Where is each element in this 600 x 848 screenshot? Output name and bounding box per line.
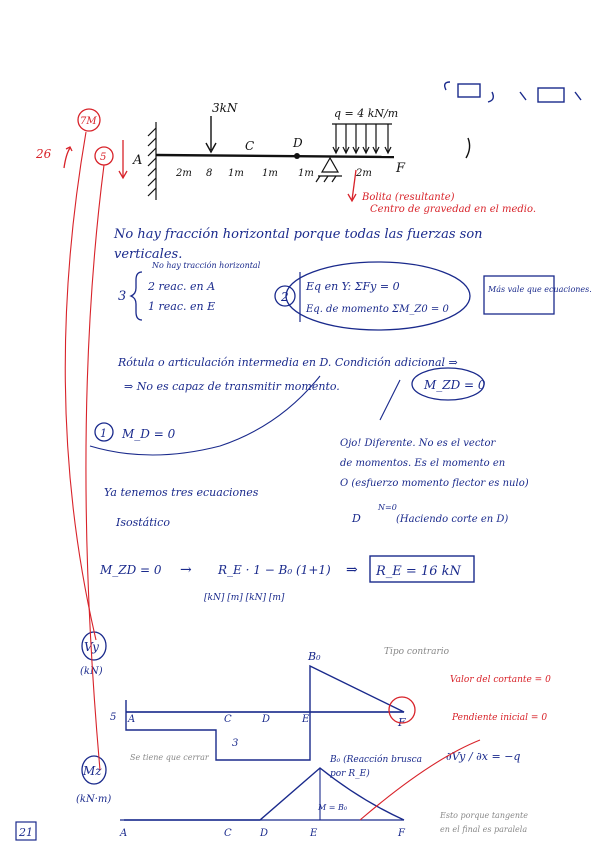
moment-diagram: [16, 754, 528, 840]
brace-number: 3: [118, 289, 127, 304]
text-n0: N=0: [378, 503, 397, 512]
vy-se-tiene: Se tiene que cerrar: [130, 753, 209, 762]
dim-4: 1m: [262, 168, 278, 179]
vy-val-3: 3: [232, 738, 239, 749]
reasoning-text: [90, 227, 592, 603]
node-D: D: [293, 136, 303, 150]
text-units: [kN] [m] [kN] [m]: [204, 593, 285, 603]
beam-line: [156, 155, 394, 157]
text-d: D: [352, 512, 361, 525]
mz-node-D: D: [260, 828, 269, 839]
reaction-moment-label: 7M: [80, 116, 97, 127]
dim-5: 1m: [298, 168, 314, 179]
text-no-fraccion: No hay fracción horizontal porque todas las fuerzas son: [114, 227, 483, 242]
vy-derivative: ∂Vy / ∂x = −q: [446, 750, 521, 763]
shear-diagram: [80, 632, 551, 763]
reaction-moment-value: 26: [36, 147, 52, 161]
vy-val-5: 5: [110, 712, 117, 723]
mz-m-bo: M = B₀: [318, 803, 348, 812]
equilibrium-oval: [286, 262, 470, 330]
hinge-D: [294, 153, 300, 159]
text-mz-start: M_ZD = 0: [100, 563, 162, 577]
text-eq-RE: R_E · 1 − B₀ (1+1): [218, 563, 331, 577]
dim-2: 8: [206, 168, 213, 179]
vy-unit: (kN): [80, 666, 103, 677]
circle-2-label: 2: [281, 290, 289, 304]
dim-6: 2m: [356, 168, 372, 179]
roller-support-E: [316, 158, 342, 182]
node-C: C: [245, 139, 255, 153]
text-ojo-2: de momentos. Es el momento en: [340, 458, 506, 469]
text-ojo-3: O (esfuerzo momento flector es nulo): [340, 478, 529, 489]
text-rotula: Rótula o articulación intermedia en D. Condición adicional ⇒: [118, 356, 458, 369]
label-point-load: 3kN: [212, 101, 238, 115]
text-reac-E: 1 reac. en E: [148, 300, 216, 313]
vy-red-cortante: Valor del cortante = 0: [450, 675, 551, 685]
text-no-capaz: ⇒ No es capaz de transmitir momento.: [124, 380, 340, 393]
mz-node-C: C: [224, 828, 232, 839]
text-verticales: verticales.: [114, 247, 183, 262]
circle-1-label: 1: [100, 427, 107, 440]
node-A: A: [133, 153, 143, 168]
distributed-load: [332, 124, 392, 153]
mz-bo-2: por R_E): [330, 769, 370, 779]
vy-node-D: D: [262, 714, 271, 725]
note-bolita: Bolita (resultante): [362, 192, 455, 203]
text-ojo-1: Ojo! Diferente. No es el vector: [340, 438, 496, 449]
box-note: Más vale que ecuaciones.: [488, 285, 592, 294]
text-mzd: M_ZD = 0: [424, 378, 486, 392]
text-reac-A: 2 reac. en A: [148, 280, 216, 293]
text-result-RE: R_E = 16 kN: [376, 564, 461, 579]
mz-gray-2: en el final es paralela: [440, 825, 528, 834]
vy-bo: B₀: [308, 650, 321, 663]
text-tres-ecuaciones: Ya tenemos tres ecuaciones: [104, 486, 259, 499]
text-haciendo-corte: (Haciendo corte en D): [396, 514, 509, 525]
brace: [131, 272, 142, 320]
mz-gray-1: Esto porque tangente: [440, 811, 528, 820]
page-number: 21: [19, 826, 33, 839]
text-implies: ⇒: [346, 562, 358, 578]
shear-outline: [126, 666, 404, 760]
vy-node-C: C: [224, 714, 232, 725]
mz-node-E: E: [310, 828, 318, 839]
text-eq-momento: Eq. de momento ΣM_Z0 = 0: [306, 304, 449, 315]
label-distributed-load: q = 4 kN/m: [334, 107, 399, 120]
note-centro-gravedad: Centro de gravedad en el medio.: [370, 204, 537, 215]
vy-label: Vy: [84, 640, 99, 654]
beam-diagram: [35, 101, 536, 215]
mz-node-A: A: [120, 828, 128, 839]
sign-convention-sketch: [445, 82, 581, 158]
box-note-frame: [484, 276, 554, 314]
text-md0: M_D = 0: [122, 427, 176, 441]
text-eq-y: Eq en Y: ΣFy = 0: [306, 280, 400, 293]
text-isostatico: Isostático: [116, 516, 170, 529]
dim-1: 2m: [176, 168, 192, 179]
vy-node-A: A: [128, 714, 136, 725]
mz-unit: (kN·m): [76, 794, 112, 805]
vy-tipo-contrario: Tipo contrario: [384, 647, 450, 657]
mz-node-F: F: [398, 828, 405, 839]
reaction-vertical-label: 5: [100, 152, 107, 163]
vy-node-F: F: [398, 716, 406, 729]
fixed-support-hatch: [148, 122, 156, 200]
mz-bo-1: B₀ (Reacción brusca: [330, 755, 422, 765]
mz-label: Mz: [83, 764, 102, 778]
vy-node-E: E: [302, 714, 310, 725]
dim-3: 1m: [228, 168, 244, 179]
vy-red-pendiente: Pendiente inicial = 0: [452, 713, 548, 723]
node-F: F: [396, 161, 406, 176]
text-arrow: →: [180, 562, 192, 578]
text-hint-above: No hay tracción horizontal: [152, 261, 261, 270]
